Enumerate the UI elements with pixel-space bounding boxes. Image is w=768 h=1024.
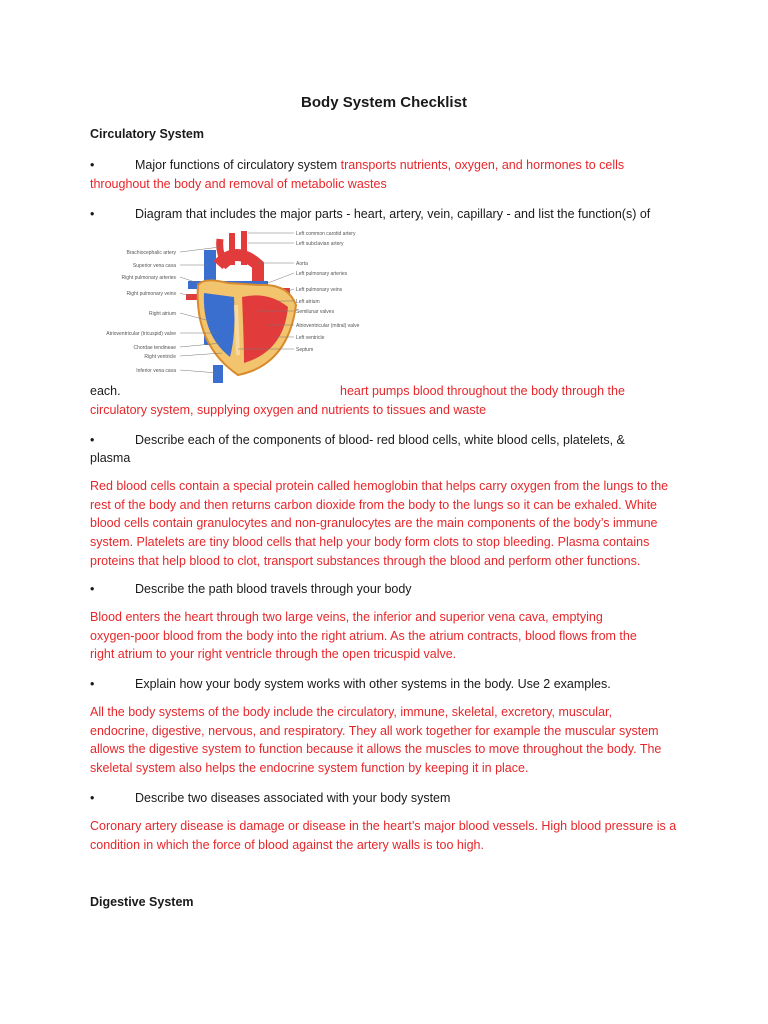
checklist-item-system-interactions bbox=[90, 675, 690, 694]
diagram-label: Left ventricle bbox=[296, 335, 325, 341]
item-answer: transports nutrients, oxygen, and hormones to cells bbox=[340, 158, 625, 172]
diagram-label: Chordae tendineae bbox=[133, 345, 176, 351]
diagram-label: Aorta bbox=[296, 261, 308, 267]
section-heading-digestive: Digestive System bbox=[90, 895, 194, 909]
answer-line: All the body systems of the body include the circulatory, immune, skeletal, excretory, muscular, bbox=[90, 705, 612, 719]
diagram-label: Left common carotid artery bbox=[296, 231, 356, 237]
answer-line: allows the digestive system to function because it allows the muscles to move throughout the body. The bbox=[90, 742, 662, 757]
answer-paragraph bbox=[90, 703, 688, 778]
section-heading-circulatory: Circulatory System bbox=[90, 127, 204, 141]
bullet: • bbox=[90, 582, 95, 596]
answer-line: throughout the body and removal of metabolic wastes bbox=[90, 177, 387, 191]
checklist-item-blood-path bbox=[90, 580, 690, 599]
answer-line: rest of the body and then returns carbon dioxide from the body to the lungs so it can be exhaled. White bbox=[90, 497, 658, 512]
answer-paragraph bbox=[90, 608, 688, 664]
item-prompt: Describe the path blood travels through your body bbox=[135, 582, 412, 596]
bullet: • bbox=[90, 158, 95, 172]
bullet: • bbox=[90, 791, 95, 805]
checklist-item-diseases bbox=[90, 789, 690, 808]
answer-paragraph bbox=[90, 477, 688, 571]
bullet: • bbox=[90, 207, 95, 221]
answer-line: Blood enters the heart through two large veins, the inferior and superior vena cava, emptying bbox=[90, 610, 603, 624]
septum bbox=[236, 305, 238, 355]
checklist-item-diagram bbox=[90, 205, 690, 224]
diagram-label: Brachiocephalic artery bbox=[126, 250, 176, 256]
item-prompt: Major functions of circulatory system bbox=[135, 158, 338, 172]
diagram-label: Semilunar valves bbox=[296, 309, 335, 315]
checklist-item-functions bbox=[90, 156, 690, 175]
diagram-label: Atrioventricular (tricuspid) valve bbox=[106, 331, 176, 337]
checklist-item-blood-components bbox=[90, 431, 690, 450]
answer-line: Coronary artery disease is damage or disease in the heart’s major blood vessels. High blood pressure is a bbox=[90, 819, 677, 833]
item-prompt: Diagram that includes the major parts - heart, artery, vein, capillary - and list the function(s) of bbox=[135, 207, 651, 221]
item-prompt: Explain how your body system works with other systems in the body. Use 2 examples. bbox=[135, 677, 611, 691]
diagram-label: Left atrium bbox=[296, 299, 320, 305]
diagram-label: Left pulmonary veins bbox=[296, 287, 343, 293]
diagram-label: Right ventricle bbox=[144, 354, 176, 360]
answer-line: proteins that help blood to clot, transport substances through the blood and perform other functions. bbox=[90, 553, 641, 568]
bullet: • bbox=[90, 433, 95, 447]
diagram-label: Inferior vena cava bbox=[136, 368, 176, 374]
item-prompt: Describe each of the components of blood- red blood cells, white blood cells, platelets, & bbox=[135, 433, 625, 447]
diagram-label: Left subclavian artery bbox=[296, 241, 344, 247]
answer-line: endocrine, digestive, nervous, and respiratory. They all work together for example the muscular system bbox=[90, 723, 659, 738]
item-prompt-tail: each. bbox=[90, 384, 121, 398]
page-title: Body System Checklist bbox=[301, 94, 467, 111]
diagram-label: Atrioventricular (mitral) valve bbox=[296, 323, 360, 329]
answer-line: system. Platelets are tiny blood cells that help your body form clots to stop bleeding. Plasma contains bbox=[90, 535, 650, 550]
answer-line: oxygen-poor blood from the body into the right atrium. As the atrium contracts, blood flows from the bbox=[90, 628, 637, 643]
answer-line: blood cells contain granulocytes and non-granulocytes are the main components of the body’s immune bbox=[90, 516, 658, 531]
aorta bbox=[218, 255, 258, 285]
item-prompt-tail: plasma bbox=[90, 451, 131, 465]
heart-anatomy-illustration bbox=[106, 225, 364, 385]
bullet: • bbox=[90, 677, 95, 691]
item-prompt: Describe two diseases associated with your body system bbox=[135, 791, 451, 805]
item-answer: heart pumps blood throughout the body through the bbox=[340, 384, 625, 398]
diagram-label: Right atrium bbox=[149, 311, 176, 317]
answer-line: skeletal system also helps the endocrine system function by keeping it in place. bbox=[90, 761, 529, 776]
diagram-label: Left pulmonary arteries bbox=[296, 271, 348, 277]
diagram-label: Right pulmonary arteries bbox=[121, 275, 176, 281]
answer-line: circulatory system, supplying oxygen and nutrients to tissues and waste bbox=[90, 403, 487, 417]
answer-paragraph bbox=[90, 817, 688, 854]
diagram-label: Right pulmonary veins bbox=[126, 291, 176, 297]
heart-diagram bbox=[106, 225, 364, 385]
diagram-label: Superior vena cava bbox=[132, 263, 176, 269]
diagram-label: Septum bbox=[296, 347, 314, 353]
answer-line: Red blood cells contain a special protein called hemoglobin that helps carry oxygen from the lungs to the bbox=[90, 479, 669, 493]
answer-line: right atrium to your right ventricle through the open tricuspid valve. bbox=[90, 647, 457, 662]
answer-line: condition in which the force of blood against the artery walls is too high. bbox=[90, 837, 484, 852]
